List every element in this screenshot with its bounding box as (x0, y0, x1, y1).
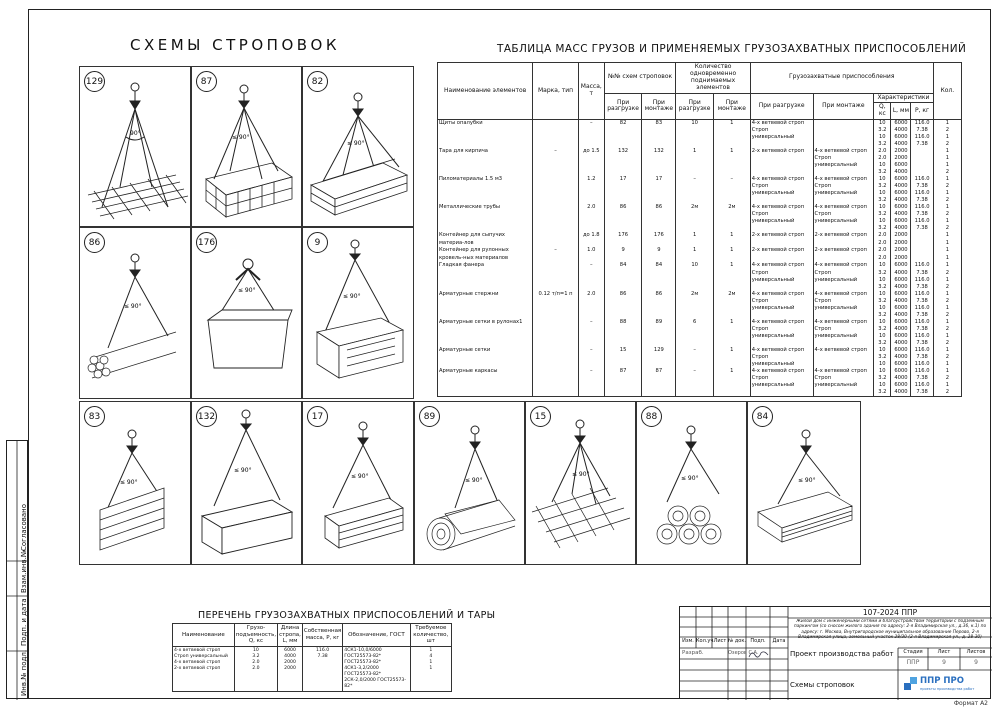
mass-cell-qu: 2м (676, 204, 714, 232)
mass-cell-mass: до 1.8 (578, 232, 604, 247)
sling-scheme-brick-tray (191, 401, 302, 565)
mass-cell-name: Контейнер для сыпучих материа-лов (438, 232, 533, 247)
col-characteristics: Характеристики (874, 93, 934, 103)
mass-cell-q: 10 3.2 10 3.2 (874, 368, 891, 397)
mass-cell-qu: – (676, 347, 714, 368)
side-label-sign-date: Подп. и дата (20, 598, 28, 646)
sling-angle-label: 90° (130, 130, 141, 137)
scheme-number-badge: 89 (419, 406, 440, 427)
mass-cell-mark (533, 262, 578, 290)
mass-cell-mark: 0.12 т/п=1 п (533, 291, 578, 319)
mass-cell-mark (533, 120, 578, 149)
mass-cell-l: 6000 4000 6000 4000 (891, 204, 911, 232)
col-qty-mount: При монтаже (713, 93, 750, 120)
mass-cell-sm: 9 (642, 247, 676, 262)
mass-cell-q: 10 3.2 10 3.2 (874, 204, 891, 232)
mass-cell-l: 6000 4000 6000 4000 (891, 262, 911, 290)
mass-cell-gu: 4-х ветвевой строп Строп универсальный (750, 176, 813, 204)
sling-scheme-flat-mesh (525, 401, 636, 565)
mass-cell-mark (533, 368, 578, 397)
mass-cell-qu: 10 (676, 120, 714, 149)
mass-cell-l: 2000 2000 6000 4000 (891, 148, 911, 176)
mass-cell-sm: 87 (642, 368, 676, 397)
mass-cell-n: 1 2 1 2 (933, 262, 961, 290)
mass-cell-n: 1 1 1 2 (933, 148, 961, 176)
mass-cell-su: 88 (604, 319, 642, 347)
mass-cell-p (911, 148, 933, 176)
mass-cell-q: 10 3.2 10 (874, 347, 891, 368)
stamp-col-kol: Кол.уч. (696, 638, 715, 644)
sling-angle-label: ≤ 90° (465, 477, 483, 484)
mass-cell-gu: 4-х ветвевой строп Строп универсальный (750, 291, 813, 319)
mass-cell-gm: 4-х ветвевой строп Строп универсальный (813, 291, 874, 319)
mass-cell-q: 10 3.2 10 3.2 (874, 120, 891, 149)
list-cell-length: 6000 4000 2000 2000 (278, 646, 303, 691)
mass-cell-qu: 1 (676, 232, 714, 247)
stamp-col-data: Дата (772, 638, 786, 644)
sling-scheme-lumber-bundle (302, 401, 414, 565)
mass-cell-mark: – (533, 247, 578, 262)
col-q: Q, кс (874, 103, 891, 120)
mass-cell-mark (533, 204, 578, 232)
stamp-col-izm: Изм. (682, 638, 694, 644)
mass-cell-qu: 1 (676, 148, 714, 176)
mass-cell-l: 2000 2000 (891, 247, 911, 262)
mass-cell-q: 2.0 2.0 (874, 247, 891, 262)
stamp-sheets: 9 (974, 659, 978, 666)
mass-cell-name: Металлические трубы (438, 204, 533, 232)
sling-angle-label: ≤ 90° (238, 287, 256, 294)
mass-cell-mass: – (578, 120, 604, 149)
table-row (438, 120, 962, 149)
mass-cell-gm: 4-х ветвевой строп Строп универсальный (813, 148, 874, 176)
col-gear-mount: При монтаже (813, 93, 874, 120)
mass-cell-gu: 4-х ветвевой строп Строп универсальный (750, 368, 813, 397)
sling-angle-label: ≤ 90° (681, 475, 699, 482)
sling-angle-label: ≤ 90° (347, 140, 365, 147)
mass-cell-p (911, 232, 933, 247)
col-qty-unload: При разгрузке (676, 93, 714, 120)
side-label-inv-sub: Взам.инв.№ (20, 549, 28, 593)
mass-cell-qm: 1 (713, 262, 750, 290)
table-row (438, 319, 962, 347)
col-scheme-mount: При монтаже (642, 93, 676, 120)
mass-cell-l: 6000 4000 6000 (891, 347, 911, 368)
scheme-number-badge: 15 (530, 406, 551, 427)
stamp-stage: ППР (906, 659, 920, 666)
mass-cell-l: 6000 4000 6000 4000 (891, 120, 911, 149)
mass-cell-mass: – (578, 347, 604, 368)
mass-cell-sm: 86 (642, 204, 676, 232)
table-row (438, 176, 962, 204)
mass-cell-name: Арматурные сетки в рулонах1 (438, 319, 533, 347)
list-col-length: Длина стропа, L, мм (278, 624, 303, 647)
col-name: Наименование элементов (438, 63, 533, 120)
mass-cell-n: 1 2 1 2 (933, 319, 961, 347)
mass-cell-qu: 1 (676, 247, 714, 262)
mass-cell-mass: – (578, 319, 604, 347)
sling-scheme-roll-container (302, 227, 414, 399)
mass-cell-l: 2000 2000 (891, 232, 911, 247)
mass-cell-name: Пиломатериалы 1.5 м3 (438, 176, 533, 204)
scheme-number-badge: 9 (307, 232, 328, 253)
mass-cell-mark: – (533, 148, 578, 176)
mass-cell-p: 116.0 7.38 116.0 7.38 (911, 319, 933, 347)
mass-cell-p: 116.0 7.38 116.0 7.38 (911, 176, 933, 204)
mass-cell-gu: 4-х ветвевой строп Строп универсальный (750, 262, 813, 290)
col-l: L, мм (891, 103, 911, 120)
mass-cell-n: 1 2 1 2 (933, 204, 961, 232)
object-description: Жилой дом с инженерными сетями и благоустройством территории с подземным паркингом (со сносом жилого здания по адресу: 2-я Владимирская ул., д.36, к.1) по адресу: г. Москва, Внутригородское муниципальное образование Перово, 2-я Владимирская улица, земельный участок 28/30 (2-я Владимирская ул., д. 28-30) (793, 619, 987, 641)
mass-cell-p: 116.0 7.38 116.0 7.38 (911, 204, 933, 232)
scheme-number-badge: 84 (752, 406, 773, 427)
mass-cell-qu: 2м (676, 291, 714, 319)
mass-cell-n: 1 2 1 2 (933, 176, 961, 204)
col-mass: Масса, т (578, 63, 604, 120)
mass-cell-mass: 2.0 (578, 204, 604, 232)
sling-angle-label: ≤ 90° (572, 471, 590, 478)
mass-cell-sm: 132 (642, 148, 676, 176)
sling-angle-label: ≤ 90° (351, 473, 369, 480)
stamp-person: Озеров С.А. (728, 650, 759, 656)
sling-angle-label: ≤ 90° (120, 479, 138, 486)
mass-cell-name: Арматурные стержни (438, 291, 533, 319)
sling-scheme-mesh-rolls-stack (636, 401, 747, 565)
table-row (438, 247, 962, 262)
mass-cell-mass: до 1.5 (578, 148, 604, 176)
mass-cell-qm: 1 (713, 247, 750, 262)
col-schemes: №№ схем строповок (604, 63, 676, 94)
mass-cell-gu: 2-х ветвевой строп (750, 148, 813, 176)
mass-cell-gu: 4-х ветвевой строп Строп универсальный (750, 347, 813, 368)
mass-cell-qu: – (676, 176, 714, 204)
mass-cell-n: 1 1 (933, 232, 961, 247)
logo-subtitle: проекты производства работ (920, 687, 975, 691)
mass-cell-q: 10 3.2 10 3.2 (874, 319, 891, 347)
mass-cell-p: 116.0 7.38 116.0 7.38 (911, 262, 933, 290)
mass-cell-gm: 4-х ветвевой строп Строп универсальный (813, 176, 874, 204)
mass-cell-p: 116.0 7.38 116.0 7.38 (911, 120, 933, 149)
mass-cell-sm: 17 (642, 176, 676, 204)
table-row (438, 204, 962, 232)
table-row (438, 232, 962, 247)
mass-cell-su: 15 (604, 347, 642, 368)
stamp-role: Разраб. (682, 650, 704, 656)
mass-cell-name: Щиты опалубки (438, 120, 533, 149)
mass-cell-n: 1 1 (933, 247, 961, 262)
mass-cell-su: 9 (604, 247, 642, 262)
signature (748, 649, 770, 659)
project-type: Проект производства работ (790, 650, 894, 658)
mass-cell-qm: 1 (713, 148, 750, 176)
mass-cell-p: 116.0 7.38 116.0 7.38 (911, 291, 933, 319)
mass-cell-name: Контейнер для рулонных кровель-ных материалов (438, 247, 533, 262)
mass-cell-n: 1 2 1 2 (933, 368, 961, 397)
stamp-col-list: Лист (713, 638, 727, 644)
mass-cell-l: 6000 4000 6000 4000 (891, 368, 911, 397)
col-qty: Количество одновременно поднимаемых элементов (676, 63, 750, 94)
sling-scheme-plywood (747, 401, 861, 565)
mass-cell-l: 6000 4000 6000 4000 (891, 319, 911, 347)
mass-cell-l: 6000 4000 6000 4000 (891, 176, 911, 204)
scheme-number-badge: 17 (307, 406, 328, 427)
scheme-number-badge: 132 (196, 406, 217, 427)
col-scheme-unload: При разгрузке (604, 93, 642, 120)
list-col-gost: Обозначение, ГОСТ (343, 624, 410, 647)
mass-cell-gm: 4-х ветвевой строп Строп универсальный (813, 262, 874, 290)
mass-cell-gm: 4-х ветвевой строп Строп универсальный (813, 368, 874, 397)
mass-cell-su: 132 (604, 148, 642, 176)
scheme-number-badge: 82 (307, 71, 328, 92)
scheme-number-badge: 86 (84, 232, 105, 253)
table-row (438, 368, 962, 397)
mass-cell-name: Арматурные сетки (438, 347, 533, 368)
mass-cell-sm: 176 (642, 232, 676, 247)
list-col-own-mass: Собственная масса, P, кг (302, 624, 342, 647)
mass-cell-su: 86 (604, 291, 642, 319)
side-label-inv-orig: Инв.№ подл. (20, 649, 28, 696)
mass-cell-n: 1 2 1 2 (933, 120, 961, 149)
sling-scheme-pipes (79, 227, 191, 399)
mass-cell-gm: 4-х ветвевой строп (813, 347, 874, 368)
mass-cell-su: 86 (604, 204, 642, 232)
mass-cell-name: Тара для кирпича (438, 148, 533, 176)
mass-cell-p: 116.0 7.38 116.0 7.38 (911, 368, 933, 397)
col-count: Кол. (933, 63, 961, 120)
mass-cell-q: 2.0 2.0 10 3.2 (874, 148, 891, 176)
sling-angle-label: ≤ 90° (124, 303, 142, 310)
mass-cell-gm (813, 120, 874, 149)
mass-cell-qm: 1 (713, 120, 750, 149)
scheme-number-badge: 129 (84, 71, 105, 92)
table-row (438, 291, 962, 319)
list-cell-qty: 1 4 1 1 (410, 646, 451, 691)
mass-cell-qu: 6 (676, 319, 714, 347)
mass-cell-su: 17 (604, 176, 642, 204)
table-row (438, 262, 962, 290)
mass-cell-gu: 2-х ветвевой строп (750, 232, 813, 247)
sling-scheme-mesh-lift (79, 66, 191, 227)
list-col-qty: Требуемое количество, шт (410, 624, 451, 647)
table-row (438, 148, 962, 176)
mass-cell-mass: 2.0 (578, 291, 604, 319)
mass-cell-n: 1 2 1 (933, 347, 961, 368)
mass-cell-p: 116.0 7.38 116.0 (911, 347, 933, 368)
col-p: P, кг (911, 103, 933, 120)
sling-scheme-bulk-container (191, 227, 302, 399)
mass-cell-qm: 1 (713, 368, 750, 397)
logo-text: ППР ПРО (920, 676, 964, 686)
mass-cell-mass: 1.0 (578, 247, 604, 262)
roll-container-sling-drawing (303, 228, 413, 398)
mass-cell-name: Арматурные каркасы (438, 368, 533, 397)
mass-cell-sm: 129 (642, 347, 676, 368)
mass-cell-mark (533, 176, 578, 204)
mass-cell-su: 87 (604, 368, 642, 397)
stamp-sheets-header: Листов (966, 649, 986, 655)
mass-cell-mark (533, 232, 578, 247)
mass-table (437, 62, 962, 397)
mass-cell-name: Гладкая фанера (438, 262, 533, 290)
col-mark: Марка, тип (533, 63, 578, 120)
gear-list-table (172, 623, 452, 692)
col-gear-unload: При разгрузке (750, 93, 813, 120)
ppr-logo-icon (904, 677, 918, 691)
list-cell-gost: 4СК1-10,0/6000 ГОСТ25573-82* ГОСТ25573-82* 4СК1-3,2/2000 ГОСТ25573-82* 2СК-2,0/2000 ГОСТ25573-82* (343, 646, 410, 691)
sling-angle-label: ≤ 90° (798, 477, 816, 484)
list-cell-capacity: 10 3.2 2.0 2.0 (234, 646, 277, 691)
mass-cell-mass: – (578, 262, 604, 290)
side-label-agreed: Согласовано (20, 503, 28, 551)
sling-scheme-formwork-panels (302, 66, 414, 227)
mass-cell-gm: 2-х ветвевой строп (813, 232, 874, 247)
list-col-name: Наименование (173, 624, 235, 647)
sling-angle-label: ≤ 90° (234, 467, 252, 474)
mass-cell-mark (533, 347, 578, 368)
sling-scheme-mesh-roll (414, 401, 525, 565)
mass-cell-sm: 84 (642, 262, 676, 290)
mass-cell-qm: 2м (713, 291, 750, 319)
mass-cell-gu: 4-х ветвевой строп Строп универсальный (750, 204, 813, 232)
mass-cell-mass: – (578, 368, 604, 397)
mass-cell-qu: 10 (676, 262, 714, 290)
sling-angle-label: ≤ 90° (232, 134, 250, 141)
mass-cell-qm: 1 (713, 319, 750, 347)
paper-format: Формат А2 (953, 700, 988, 707)
gear-list-title: ПЕРЕЧЕНЬ ГРУЗОЗАХВАТНЫХ ПРИСПОСОБЛЕНИЙ И ТАРЫ (198, 610, 496, 621)
mass-cell-q: 2.0 2.0 (874, 232, 891, 247)
mass-cell-q: 10 3.2 10 3.2 (874, 291, 891, 319)
mass-cell-gm: 4-х ветвевой строп Строп универсальный (813, 319, 874, 347)
table-row (438, 347, 962, 368)
mass-cell-sm: 83 (642, 120, 676, 149)
sling-angle-label: ≤ 90° (343, 293, 361, 300)
mass-cell-q: 10 3.2 10 3.2 (874, 176, 891, 204)
stamp-stage-header: Стадия (903, 649, 923, 655)
mass-cell-gm: 4-х ветвевой строп Строп универсальный (813, 204, 874, 232)
mass-cell-mark (533, 319, 578, 347)
mass-cell-gm: 2-х ветвевой строп (813, 247, 874, 262)
sheet-title: СХЕМЫ СТРОПОВОК (130, 36, 340, 54)
mass-table-title: ТАБЛИЦА МАСС ГРУЗОВ И ПРИМЕНЯЕМЫХ ГРУЗОЗАХВАТНЫХ ПРИСПОСОБЛЕНИЙ (497, 43, 967, 55)
list-cell-name: 4-х ветвевой строп Строп универсальный 4-х ветвевой строп 2-х ветвевой строп (173, 646, 235, 691)
mass-cell-sm: 89 (642, 319, 676, 347)
mass-cell-mass: 1.2 (578, 176, 604, 204)
stamp-col-podp: Подп. (750, 638, 766, 644)
mass-cell-su: 84 (604, 262, 642, 290)
mass-cell-q: 10 3.2 10 3.2 (874, 262, 891, 290)
doc-code: 107-2024 ППР (862, 608, 918, 617)
mass-cell-p (911, 247, 933, 262)
pipes-sling-drawing (80, 228, 190, 398)
side-approval-strip (6, 440, 28, 699)
mass-cell-gu: 4-х ветвевой строп Строп универсальный (750, 120, 813, 149)
col-gear: Грузозахватные приспособления (750, 63, 933, 94)
list-col-capacity: Грузо-подъемность, Q, кс (234, 624, 277, 647)
title-block (679, 606, 991, 699)
mass-cell-n: 1 2 1 2 (933, 291, 961, 319)
mass-cell-l: 6000 4000 6000 4000 (891, 291, 911, 319)
mass-cell-sm: 86 (642, 291, 676, 319)
mass-cell-qu: – (676, 368, 714, 397)
scheme-number-badge: 88 (641, 406, 662, 427)
mass-table-body (438, 120, 962, 397)
mass-cell-su: 176 (604, 232, 642, 247)
mass-cell-su: 82 (604, 120, 642, 149)
list-cell-own-mass: 116.0 7.38 (302, 646, 342, 691)
stamp-sheet-header: Лист (937, 649, 951, 655)
sling-scheme-timber-pack (79, 401, 191, 565)
mass-cell-qm: 2м (713, 204, 750, 232)
mass-cell-gu: 2-х ветвевой строп (750, 247, 813, 262)
container-sling-drawing (192, 228, 301, 398)
sling-scheme-reinforcement-cage (191, 66, 302, 227)
mass-cell-gu: 4-х ветвевой строп Строп универсальный (750, 319, 813, 347)
mass-cell-qm: 1 (713, 347, 750, 368)
scheme-number-badge: 176 (196, 232, 217, 253)
scheme-number-badge: 83 (84, 406, 105, 427)
stamp-sheet: 9 (942, 659, 946, 666)
table-row (173, 646, 452, 691)
mass-cell-qm: – (713, 176, 750, 204)
mass-cell-qm: 1 (713, 232, 750, 247)
drawing-name: Схемы строповок (790, 681, 855, 689)
scheme-number-badge: 87 (196, 71, 217, 92)
stamp-col-ndok: № док. (728, 638, 746, 644)
